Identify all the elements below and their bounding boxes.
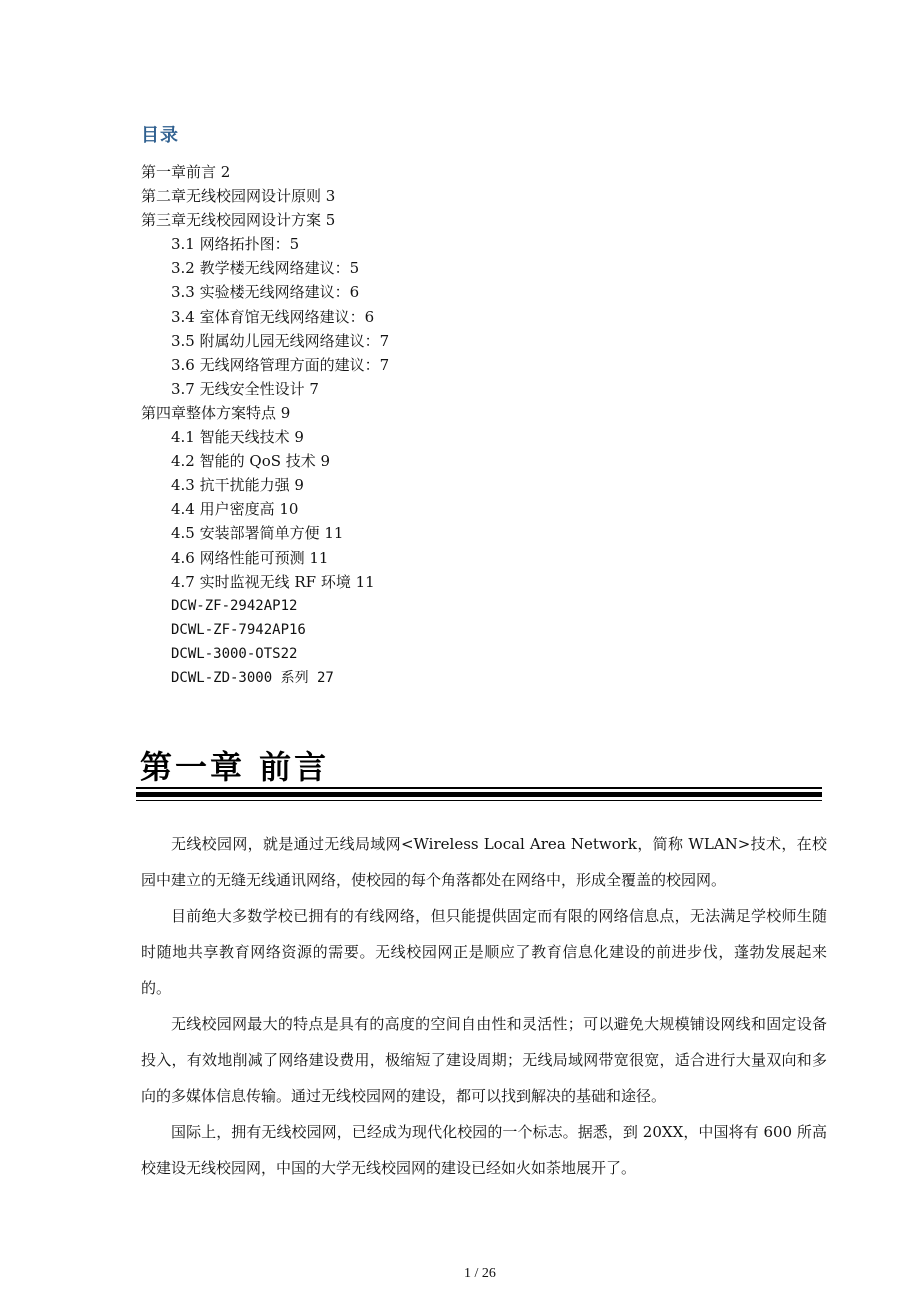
- toc-item[interactable]: 3.2 教学楼无线网络建议：5: [171, 259, 360, 278]
- toc-item[interactable]: 第三章无线校园网设计方案 5: [141, 211, 336, 230]
- toc-item[interactable]: 4.1 智能天线技术 9: [171, 428, 304, 447]
- toc-item[interactable]: 3.3 实验楼无线网络建议：6: [171, 283, 360, 302]
- toc-item[interactable]: 4.7 实时监视无线 RF 环境 11: [171, 572, 375, 591]
- toc-item[interactable]: 3.1 网络拓扑图：5: [171, 235, 300, 254]
- toc-item[interactable]: 4.6 网络性能可预测 11: [171, 548, 329, 567]
- toc-item[interactable]: 3.7 无线安全性设计 7: [171, 379, 319, 398]
- heading-rule-thick: [136, 792, 822, 797]
- toc-item[interactable]: 4.5 安装部署简单方便 11: [171, 524, 344, 543]
- toc-item[interactable]: DCWL-ZF-7942AP16: [171, 621, 306, 638]
- toc-item[interactable]: 3.5 附属幼儿园无线网络建议：7: [171, 331, 390, 350]
- paragraph: 目前绝大多数学校已拥有的有线网络，但只能提供固定而有限的网络信息点，无法满足学校师生随时随地共享教育网络资源的需要。无线校园网正是顺应了教育信息化建设的前进步伐，蓬勃发展起来的。: [141, 907, 827, 997]
- toc-item[interactable]: 第四章整体方案特点 9: [141, 403, 291, 422]
- toc-item[interactable]: DCWL-ZD-3000 系列 27: [171, 669, 334, 686]
- toc-item[interactable]: 4.3 抗干扰能力强 9: [171, 476, 304, 495]
- chapter-heading: 第一章 前言: [140, 748, 330, 786]
- paragraph: 无线校园网最大的特点是具有的高度的空间自由性和灵活性；可以避免大规模铺设网线和固定设备投入，有效地削减了网络建设费用，极缩短了建设周期；无线局域网带宽很宽，适合进行大量双向和多向的多媒体信息传输。通过无线校园网的建设，都可以找到解决的基础和途径。: [141, 1015, 827, 1105]
- table-of-contents: [141, 160, 841, 690]
- toc-item[interactable]: 第二章无线校园网设计原则 3: [141, 187, 336, 206]
- heading-rule-thin-top: [136, 787, 822, 789]
- toc-item[interactable]: 3.6 无线网络管理方面的建议：7: [171, 355, 390, 374]
- toc-item[interactable]: 第一章前言 2: [141, 163, 231, 181]
- toc-item[interactable]: 4.4 用户密度高 10: [171, 500, 299, 519]
- page-number: 1 / 26: [464, 1266, 496, 1281]
- paragraph: 无线校园网，就是通过无线局域网<Wireless Local Area Network，简称 WLAN>技术，在校园中建立的无缝无线通讯网络，使校园的每个角落都处在网络中，形成全覆盖的校园网。: [141, 835, 827, 889]
- toc-title: 目录: [141, 125, 179, 146]
- paragraph: 国际上，拥有无线校园网，已经成为现代化校园的一个标志。据悉，到 20XX，中国将有 600 所高校建设无线校园网，中国的大学无线校园网的建设已经如火如荼地展开了。: [141, 1123, 827, 1177]
- chapter-body: [141, 826, 827, 1186]
- toc-item[interactable]: DCWL-3000-OTS22: [171, 645, 298, 662]
- toc-item[interactable]: 4.2 智能的 QoS 技术 9: [171, 452, 331, 471]
- toc-item[interactable]: 3.4 室体育馆无线网络建议：6: [171, 307, 375, 326]
- toc-item[interactable]: DCW-ZF-2942AP12: [171, 597, 298, 614]
- heading-rule-thin-bottom: [136, 800, 822, 801]
